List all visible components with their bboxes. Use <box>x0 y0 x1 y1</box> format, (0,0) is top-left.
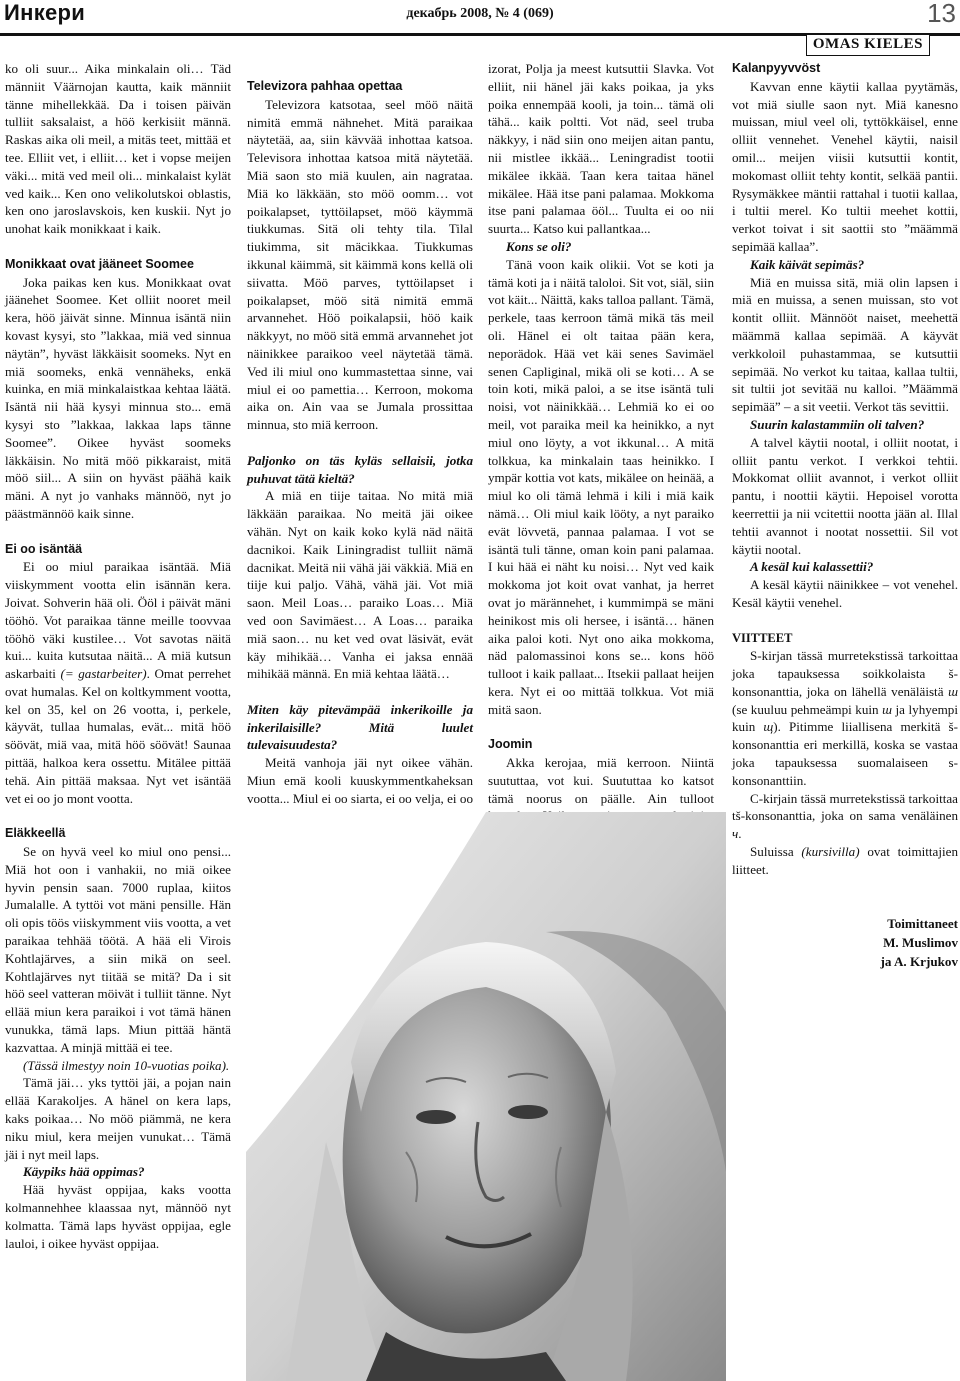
article-column-3 <box>488 60 714 932</box>
question-heading: Käypiks hää oppimas? <box>23 1164 145 1180</box>
issue-info: декабрь 2008, № 4 (069) <box>406 6 554 21</box>
subheading: Kalanpyyvvöst <box>732 61 821 75</box>
portrait-photo <box>246 812 726 1381</box>
paragraph: Kavvan enne käytii kallaa pyytämäs, vot miä siulle saon nyt. Miä kanesno muissan, miul veel oli, tyttökkäisel, enne olliit vennehet. Venehel käytii, naisil omil... meijen viisii kutsuttii kontit, mokomast olliit tehty kontit, selkää pantii. Rysymäkkee mäntii rattahal i tuotii kallaa, i tultii merel. Ko tultii meehet kottii, verkot toivat i sit saottii sto ”määmmä sepimää kallaa”. <box>732 78 958 254</box>
paragraph: A kesäl käytii näinikkee – vot venehel. Kesäl käytii venehel. <box>732 577 958 610</box>
paragraph: Meitä vanhoja jäi nyt oikee vähän. Miun emä kooli kuuskymmentkaheksan vootta... Miul ei oo siarta, ei oo velja, ei oo <box>247 755 473 806</box>
subheading: Joomin <box>488 737 533 752</box>
subheading: Televizora pahhaa opettaa <box>247 79 403 93</box>
subheading: Eläkkeellä <box>5 826 66 841</box>
paragraph: ko oli suur... Aika minkalain oli… Täd männiit Väärnojan kautta, kaik männiit tänne mihellekkää. Da i toisen päivän tulliit saksalaist, a höö kerkisiit männä. Raskas aika oli meil, a mitäs teet, mittää et tee. Elliit vet, i elliit… ket i vopse meijen väki... mitä ved meil oli... minkalaist kylät ved kaik... Ken ono velikolutskoi oblastis, ken ono jaroslavskois, ken kuskii. Nyt jo unohat kaik monikkaat i kaik. <box>5 61 231 237</box>
editor-name: M. Muslimov <box>883 935 958 951</box>
paragraph: C-kirjain tässä murretekstissä tarkoittaa tš-konsonanttia, joka on sama venäläinen ч. <box>732 790 958 842</box>
paragraph: Akka kerojaa, miä kerroon. Niintä suututtaa, vot kui. Suututtaa ko katsot tämä noorus on päälle. Ain tulloot <box>488 755 714 806</box>
editors-credit: Toimittaneet <box>887 916 958 932</box>
paragraph: Ei oo miul paraikaa isäntää. Miä viiskymment vootta elin isännän kera. Joivat. Sohverin hää oli. Ööl i päivät mäni tööhö. Vot paraikaa tänne meille toovvaa tööhö väki kustilee… Vot savotas näitä kui... kuita kutsutaa näitä... A miä kutsun askarbaiti (= gastarbeiter). Omat perrehet ovat humalas. Kel on koltkymment vootta, kel on 35, kel on 26 vootta, i, perkele, käyvät, tullaa humalas, evät... mitä höö söövät, miä vaa, mitä höö söövät! Saunaa pittää, halkoa kera ossettu. Mitälee pittää tehä. Ain pittää maksaa. Nyt vet isäntää vet ei oo jo mont vootta. <box>5 559 231 806</box>
paragraph: izorat, Polja ja meest kutsuttii Slavka. Vot elliit, nii hänel jäi kaks poikaa, ja yks poika ennempää kooli, ja toin... tämä oli tähä... kaik poltti. Vot näd, seel truba näkkyy, i näd siin ono meijen aitan pantu, nii mistlee ikkää... Leningradist tootii mikälee ikkää. Taan kera taitaa hänel mikälee. Hää itse pani palamaa. Mokkoma itse pani palamaa ööl... Tuulta ei oo nii suurta... Katso kui pallantkaa... <box>488 61 714 237</box>
paragraph: Tämä jäi… yks tyttöi jäi, a pojan nain ellää Karakoljes. A hänel on kera laps, kaks poikaa… No möö piämmä, ne kera niku miul, kera meijen vunukat… Tämä jäi i nyt meil laps. <box>5 1075 231 1162</box>
paragraph: Miä en muissa sitä, miä olin lapsen i miä en muissa, a senen muissan, sto vot kontit olliit. Männööt naiset, meehettä määmmä kallaa sepimää. A käyvät verkkoloil puhastammaa, se kutsuttii sepimää. No verkot ku taitaa, kallaa tultii, sit tultii jot sevitää nu kalloi. ”Määmmä sepimää” – a sit veetii. Verkot täs sevittii. <box>732 274 958 415</box>
subheading: Monikkaat ovat jääneet Soomee <box>5 256 194 271</box>
paragraph: Suluissa (kursivilla) ovat toimittajien liitteet. <box>732 844 958 877</box>
references-heading: VIITTEET <box>732 630 793 645</box>
paragraph: Hää hyväst oppijaa, kaks vootta kolmannehhee klaassaa nyt, männöö nyt kolmatta. Tämä laps hyväst oppijaa, egle lauloi, i oikee hyväst oppijaa. <box>5 1182 231 1251</box>
paragraph: A talvel käytii nootal, i olliit nootat, i olliit pantu verkot. I verkkoi tehtii. Mokkomat olliit avannot, i verkot olliit pantu, i noottii käytii. Hepoisel vorotta keerrettii ja nii vcitettii nootta jään al. Illal tehtii avannot i nootat nossettii. Sil vot käytii nootal. <box>732 434 958 557</box>
question-heading: Miten käy pitevämpää inkerikoille ja inkerilaisille? Mitä luulet tulevaisuudesta? <box>247 701 473 753</box>
paragraph: Joka paikas ken kus. Monikkaat ovat jäänehet Soomee. Ket olliit nooret meil kera, höö jäivät sinne. Minnua isäntä niin kovast kysyi, sto ”lakkaa, miä ved sinnua näytän”, hyväst läkkäisit soomeks. Nyt en miä soomeks, enkä vennäheks, enkä kuinka, en miä minkalaistkaa kehtaa läätä. Isäntä nii hää kysyi minnua sto... emä kysyi sto ”lakkaa, lakkaa laps tänne Soomee”. Oikee hyväst soomeks läkkäisin. No mitä möö pikkaraist, mitä möö siil... A siin on hyväst päähä kaik mäni. A nyt jo vanhaks männöö, nyt jo päästmännöö kaik sinne. <box>5 274 231 521</box>
section-title: Инкери <box>4 0 86 25</box>
paragraph: Televizora katsotaa, seel möö näitä nimitä emmä nähnehet. Mitä paraikaa näytetää, aa, siin kävvää inhottaa katsoa. Televisora inhottaa katsoa mitä näytetää. Miä saon sto miä kuulen, ain nagrataa. Miä ko läkkään, sto möö oomm… vot poikalapset, tyttöilapset, möö käymmä tiukkumas. Sitä oli tehty tila. Tilal tiukimma, sit mäcikkaa. Tiukkumas ikkunal käimmä, sit käimmä kons kellä oli siivatta. Möö parves, tyttöilapset i poikalapset, möö sitä nimitä emmä arvannehet. Höö poikalapsii, höö kaik näkkyyt, no möö sitä emmä arvannehet jot näinikkee paraikoo veel näytetää tämä. Ved ili miul ono kummastettaa sinne, vai miul ei oo pamettia… Kerroon, mokoma aika on. Ain vaa se Jumala prossittaa minnua, sto miä kerroon. <box>247 96 473 433</box>
rubric-label: OMAS KIELES <box>806 35 930 56</box>
subheading: Ei oo isäntää <box>5 541 83 556</box>
question-heading: Kaik käivät sepimäs? <box>750 256 865 272</box>
page-number: 13 <box>927 0 956 28</box>
editor-note: (Tässä ilmestyy noin 10-vuotias poika). <box>23 1057 230 1073</box>
paragraph: Se on hyvä veel ko miul ono pensi... Miä hot oon i vanhakii, no miä oikee hyvin pensin saan. 7000 ruplaa, kiitos Jumalalle. A tyttöi vot mäni pensille. Hän oli opis töös viiskymment viis vootta, a vet paraikaa tehhää töötä. A hää eli Virois Kohtlajärves, a siin mikä on seel. Kohtlajärves nyt tiitää se mitä? Da i sit höö seel vatteran möivät i tulliit tänne. Nyt ellää miun kera paraikoi i vot tämä hänen vunukka, tämä laps. Miun pittää häntä kazvattaa. A minjä mittää ei tee. <box>5 844 231 1055</box>
question-heading: Kons se oli? <box>506 238 572 254</box>
question-heading: Paljonko on täs kyläs sellaisii, jotka puhuvat tätä kieltä? <box>247 452 473 486</box>
article-column-4 <box>732 60 958 971</box>
paragraph: Tänä voon kaik olikii. Vot se koti ja tämä koti ja i näitä taloloi. Sit vot, siäl, siin vot käit... Näittä, kaks talloa pallant. Tämä, perkele, taas kerroon tämä mikä täs meil oli. Hänel ei olt taitaa pään kera, neporädok. Hää vet käi senes Savimäel senen Capliginal, mikä oli se koti… A se toin koti, mikä paloi, a se itse isäntä tuli noisi, vot näinikkää… Lehmiä ko ei oo meil, vot paraika meil ka heinikko, a nyt miul ono löyty, a vot ikkunal… A mitä tolkkua, ka minkalain taas heinikko. I ympär kottia vot kats, mikälee on heinää, a miul ko oli tämä lehmä i kili i miä kaik nämä… Oli miul kaik lööty, a nyt paraiko evät lövvetä, pannaa palamaa. I vot se isäntä tuli tänne, oman koin pani palamaa. I kui hää ei näht ku noisi… Nyt ved kaik mokkoma jot koit ovat vanhat, ja herret ovat jo märännehet, i kummimpä se mäni heinikost mis oli hersee, i isäntä… hänen aika paloi koti. Nyt ono aika mokkoma, näd palomassinoi kons se... kons höö tulloot i kaik pallaat... Itsekii pallaat heijen kera. Nyt ei oo mittää tolkkua. Vot miä mitä saon. <box>488 256 714 717</box>
question-heading: A kesäl kui kalassettii? <box>750 559 874 575</box>
paragraph: A miä en tiije taitaa. No mitä miä läkkään paraikaa. No meitä jäi oikee vähän. Nyt on kaik koko kylä näd näitä dacnikoi. Kaik Liningradist tulliit nämä dacnikat. Meitä nii vähä jäi väkkiä. Miä en tiije kui paljo. Vähä, vähä jäi. Vot miä saon. Meil Loas… paraiko Loas… Miä ved oon Savimäest… A Loas… paraika miä saon… nu ket ved ovat läsivät, evät käy mihikää… Vanha ei jaksa ennää mihikää männä. En miä kehtaa läätä… <box>247 488 473 682</box>
question-heading: Suurin kalastammiin oli talven? <box>750 416 925 432</box>
paragraph: S-kirjan tässä murretekstissä tarkoittaa joka tapauksessa soikkolaista š-konsonanttia, joka on lähellä venäläistä ш (se kuuluu pehmeämpi kuin ш ja lyhyempi kuin щ). Pitimme liiallisena merkitä š-konsonanttia eri merkillä, koska se vastaa joka tapauksessa suomalaiseen s-konsonanttiin. <box>732 648 958 788</box>
editor-name: ja A. Krjukov <box>880 954 958 970</box>
article-column-1 <box>5 60 231 1252</box>
elderly-woman-portrait-image <box>246 812 726 1381</box>
